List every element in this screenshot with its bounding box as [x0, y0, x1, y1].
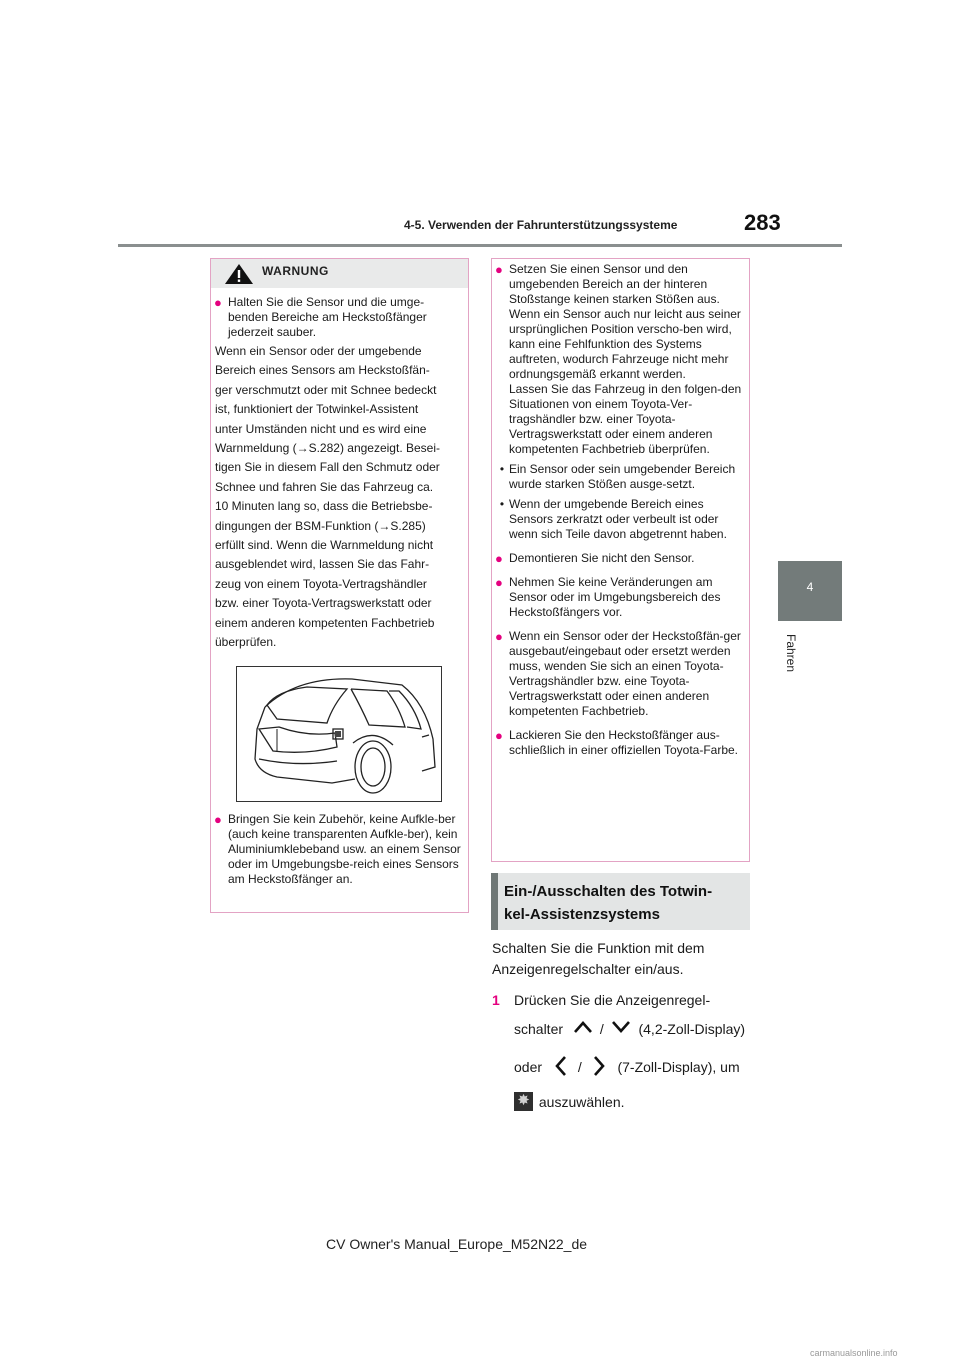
- step-line-3b: (7-Zoll-Display), um: [617, 1059, 740, 1075]
- warning-line: unter Umständen nicht und es wird eine: [215, 421, 427, 436]
- intro-line-1: Schalten Sie die Funktion mit dem: [492, 940, 705, 956]
- warning-line: bzw. einer Toyota-Vertragswerkstatt oder: [215, 596, 432, 611]
- bullet-icon: ●: [495, 575, 503, 590]
- chevron-left-icon: [554, 1055, 568, 1077]
- chapter-tab-number: 4: [806, 580, 814, 594]
- sub-bullet: •: [499, 462, 505, 476]
- warning-line: erfüllt sind. Wenn die Warnmeldung nicht: [215, 538, 434, 553]
- warning-line: einem anderen kompetenten Fachbetrieb: [215, 615, 435, 630]
- step-line-2b: (4,2-Zoll-Display): [638, 1021, 746, 1037]
- warning-cont-item-3: Nehmen Sie keine Veränderungen am Sensor oder im Umgebungsbereich des Heckstoßfängers vor.: [509, 575, 721, 619]
- warning-item-1: [214, 295, 462, 340]
- chapter-title: 4-5. Verwenden der Fahrunterstützungssysteme: [404, 218, 678, 232]
- warning-cont-item-5: Lackieren Sie den Heckstoßfänger aus-schließlich in einer offiziellen Toyota-Farbe.: [509, 728, 739, 757]
- bullet-icon: ●: [495, 728, 503, 743]
- section-heading-line-1: Ein-/Ausschalten des Totwin-: [504, 883, 713, 900]
- slash-separator: /: [599, 1021, 604, 1037]
- warning-item-2-text: Bringen Sie kein Zubehör, keine Aufkle-ber (auch keine transparenten Aufkle-ber), kein Aluminiumklebeband usw. an einem Sensor oder im Umgebungsbe-reich eines Sensors am Heckstoßfänger an.: [228, 812, 461, 886]
- step-1: [492, 990, 762, 1113]
- intro-line-2: Anzeigenregelschalter ein/aus.: [492, 961, 684, 977]
- header-rule: [118, 244, 842, 247]
- warning-label: WARNUNG: [262, 264, 329, 278]
- watermark: carmanualsonline.info: [810, 1348, 898, 1358]
- footer-document-id: CV Owner's Manual_Europe_M52N22_de: [326, 1236, 588, 1252]
- warning-line: ist, funktioniert der Totwinkel-Assistent: [215, 402, 419, 417]
- step-line-4: auszuwählen.: [538, 1094, 625, 1110]
- warning-line: Wenn ein Sensor oder der umgebende: [215, 344, 422, 358]
- settings-gear-icon: ✸: [514, 1092, 533, 1111]
- warning-line: ger verschmutzt oder mit Schnee bedeckt: [215, 382, 437, 397]
- step-line-3a: oder: [514, 1059, 543, 1075]
- section-heading-bar: [491, 873, 498, 930]
- bullet-icon: ●: [495, 551, 503, 566]
- step-line-2a: schalter: [514, 1021, 564, 1037]
- bullet-icon: ●: [214, 295, 222, 310]
- warning-cont-content: [495, 262, 743, 758]
- warning-cont-item-4: Wenn ein Sensor oder der Heckstoßfän-ger ausgebaut/eingebaut oder ersetzt werden muss, wenden Sie sich an einen Toyota-Vertragshändler bzw. eine Toyota-Vertragswerkstatt oder einen anderen kompetenten Fachbetrieb.: [509, 629, 741, 718]
- bullet-icon: ●: [214, 812, 222, 827]
- sub-bullet: •: [499, 497, 505, 511]
- warning-line: Bereich eines Sensors am Heckstoßfän-: [215, 363, 430, 378]
- slash-separator: /: [577, 1059, 582, 1075]
- warning-cont-sub-1: Ein Sensor oder sein umgebender Bereich wurde starken Stößen ausge-setzt.: [509, 462, 736, 491]
- warning-cont-item-1b-text: Lassen Sie das Fahrzeug in den folgen-den Situationen von einem Toyota-Ver-tragshändler bzw. einer Toyota-Vertragswerkstatt oder einem anderen kompetenten Fachbetrieb überprüfen.: [509, 382, 742, 456]
- warning-cont-item-2: Demontieren Sie nicht den Sensor.: [509, 551, 695, 565]
- warning-cont-item-1-text: Setzen Sie einen Sensor und den umgebenden Bereich an der hinteren Stoßstange keinen starken Stößen aus. Wenn ein Sensor auch nur leicht aus seiner ursprünglichen Position verscho-ben wird, kann eine Fehlfunktion des Systems auftreten, wodurch Fahrzeuge nicht mehr ordnungsgemäß erkannt werden.: [509, 262, 741, 381]
- warning-cont-sub-2: Wenn der umgebende Bereich eines Sensors zerkratzt oder verbeult ist oder wenn sich Teile davon abgetrennt haben.: [509, 497, 727, 541]
- bullet-icon: ●: [495, 629, 503, 644]
- warning-line: ausgeblendet wird, lassen Sie das Fahr-: [215, 557, 430, 572]
- step-number: 1: [492, 992, 500, 1008]
- warning-line: Schnee und fahren Sie das Fahrzeug ca.: [215, 479, 434, 494]
- warning-line: zeug von einem Toyota-Vertragshändler: [215, 576, 427, 591]
- intro-paragraph: [492, 938, 762, 980]
- page-number: 283: [744, 210, 781, 235]
- bullet-icon: ●: [495, 262, 503, 277]
- chevron-down-icon: [611, 1020, 631, 1034]
- chapter-tab-label: Fahren: [784, 634, 798, 673]
- warning-item-1-text: Halten Sie die Sensor und die umge-benden Bereiche am Heckstoßfänger jederzeit sauber.: [228, 295, 427, 339]
- warning-triangle-icon: [224, 263, 254, 285]
- warning-paragraph: [215, 342, 465, 653]
- warning-line: 10 Minuten lang so, dass die Betriebsbe-: [215, 499, 433, 514]
- car-rear-illustration: [236, 666, 442, 802]
- warning-item-2: [214, 812, 462, 887]
- warning-line: Warnmeldung (→S.282) angezeigt. Besei-: [215, 441, 440, 456]
- section-heading-line-2: kel-Assistenzsystems: [504, 906, 660, 923]
- section-heading: [504, 880, 744, 926]
- warning-line: tigen Sie in diesem Fall den Schmutz oder: [215, 460, 440, 475]
- warning-line: überprüfen.: [215, 635, 277, 650]
- warning-line: dingungen der BSM-Funktion (→S.285): [215, 518, 426, 533]
- chevron-up-icon: [573, 1020, 593, 1034]
- chevron-right-icon: [592, 1055, 606, 1077]
- step-line-1: Drücken Sie die Anzeigenregel-: [514, 992, 711, 1008]
- car-rear-drawing: [237, 667, 441, 801]
